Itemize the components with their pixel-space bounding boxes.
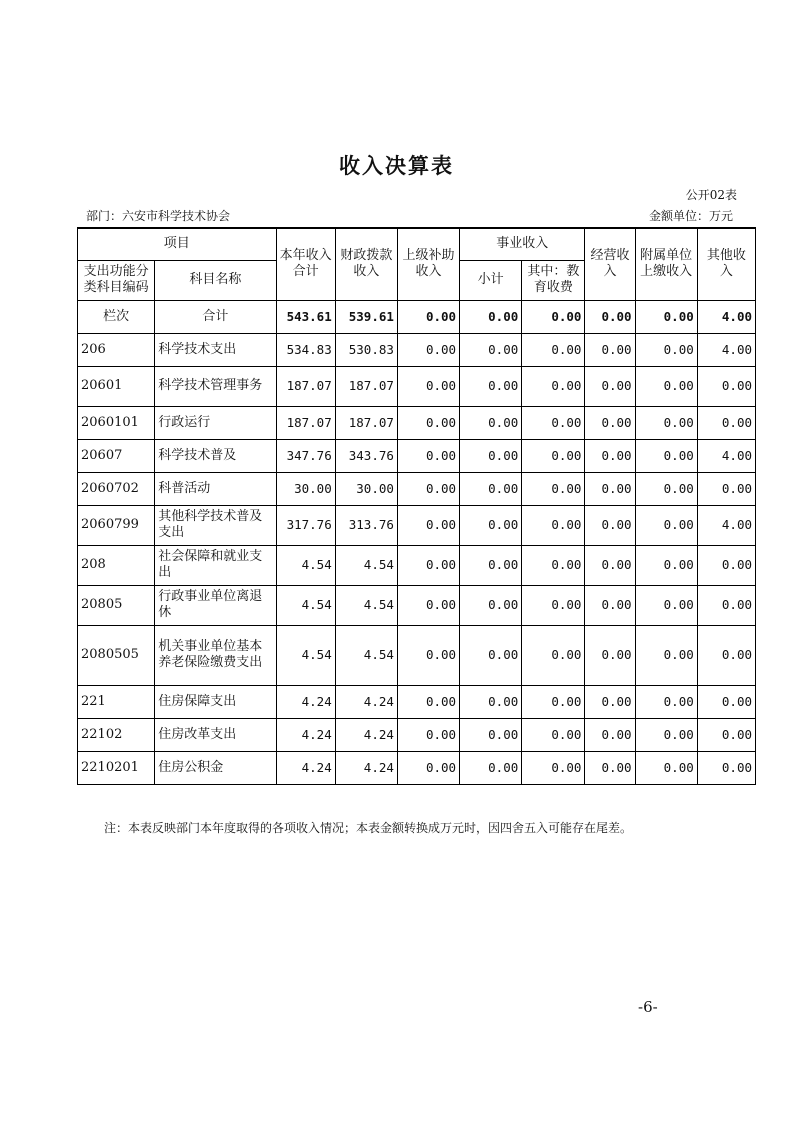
- table-row: [78, 406, 756, 439]
- table-cell-value: 0.00: [460, 585, 522, 625]
- table-cell-value: 0.00: [397, 505, 459, 545]
- table-cell-value: 0.00: [635, 472, 697, 505]
- header-business-income: 事业收入: [460, 228, 585, 260]
- table-cell-name: 行政运行: [155, 406, 276, 439]
- table-cell-value: 0.00: [522, 333, 585, 366]
- table-cell-code: 208: [78, 545, 155, 585]
- department-label: 部门：六安市科学技术协会: [86, 209, 231, 223]
- table-cell-value: 0.00: [585, 439, 635, 472]
- table-cell-value: 543.61: [276, 300, 335, 333]
- table-row: [78, 718, 756, 751]
- table-cell-value: 0.00: [635, 625, 697, 685]
- table-row-total: [78, 300, 756, 333]
- table-cell-value: 530.83: [335, 333, 397, 366]
- table-cell-value: 187.07: [276, 406, 335, 439]
- table-row: [78, 333, 756, 366]
- table-row: [78, 505, 756, 545]
- page-number: -6-: [638, 998, 658, 1016]
- table-cell-name: 住房改革支出: [155, 718, 276, 751]
- table-cell-code: 221: [78, 685, 155, 718]
- table-cell-name: 科学技术支出: [155, 333, 276, 366]
- table-cell-value: 0.00: [522, 505, 585, 545]
- table-cell-value: 0.00: [585, 545, 635, 585]
- table-cell-value: 0.00: [585, 685, 635, 718]
- table-cell-code: 2210201: [78, 751, 155, 784]
- table-cell-value: 4.00: [697, 333, 755, 366]
- table-cell-value: 0.00: [585, 585, 635, 625]
- table-cell-value: 0.00: [397, 625, 459, 685]
- table-cell-value: 0.00: [460, 545, 522, 585]
- header-subject-name: 科目名称: [155, 260, 276, 300]
- table-cell-value: 4.24: [276, 685, 335, 718]
- table-cell-value: 187.07: [276, 366, 335, 406]
- table-row: [78, 439, 756, 472]
- table-cell-value: 0.00: [635, 685, 697, 718]
- table-row: [78, 472, 756, 505]
- table-cell-value: 0.00: [460, 300, 522, 333]
- table-cell-value: 317.76: [276, 505, 335, 545]
- table-cell-code: 20607: [78, 439, 155, 472]
- table-cell-value: 0.00: [460, 366, 522, 406]
- table-cell-value: 0.00: [635, 505, 697, 545]
- table-cell-value: 0.00: [697, 406, 755, 439]
- table-cell-value: 30.00: [276, 472, 335, 505]
- table-cell-value: 539.61: [335, 300, 397, 333]
- table-cell-value: 0.00: [697, 718, 755, 751]
- table-cell-value: 0.00: [585, 751, 635, 784]
- table-cell-value: 4.54: [335, 545, 397, 585]
- table-cell-value: 0.00: [635, 300, 697, 333]
- income-table: [77, 227, 756, 785]
- header-subtotal: 小计: [460, 260, 522, 300]
- table-cell-value: 0.00: [522, 472, 585, 505]
- table-cell-code: 20601: [78, 366, 155, 406]
- table-row: [78, 751, 756, 784]
- table-row: [78, 585, 756, 625]
- table-cell-code: 2060799: [78, 505, 155, 545]
- table-cell-value: 4.00: [697, 505, 755, 545]
- table-cell-value: 0.00: [522, 300, 585, 333]
- table-cell-value: 0.00: [697, 545, 755, 585]
- table-cell-value: 0.00: [585, 300, 635, 333]
- table-cell-value: 4.54: [335, 585, 397, 625]
- table-cell-value: 347.76: [276, 439, 335, 472]
- table-cell-value: 4.00: [697, 300, 755, 333]
- table-cell-value: 0.00: [585, 472, 635, 505]
- table-cell-value: 4.54: [335, 625, 397, 685]
- table-cell-value: 0.00: [522, 406, 585, 439]
- table-cell-value: 0.00: [635, 718, 697, 751]
- table-cell-value: 0.00: [397, 300, 459, 333]
- table-cell-code: 2060101: [78, 406, 155, 439]
- table-cell-code: 206: [78, 333, 155, 366]
- table-cell-name: 科普活动: [155, 472, 276, 505]
- table-cell-value: 0.00: [460, 333, 522, 366]
- header-total-income: 本年收入合计: [276, 228, 335, 300]
- table-row: [78, 366, 756, 406]
- table-cell-name: 机关事业单位基本养老保险缴费支出: [155, 625, 276, 685]
- table-cell-value: 0.00: [585, 366, 635, 406]
- table-cell-value: 0.00: [397, 333, 459, 366]
- table-cell-code: 20805: [78, 585, 155, 625]
- table-cell-value: 0.00: [397, 585, 459, 625]
- table-cell-name: 行政事业单位离退休: [155, 585, 276, 625]
- table-cell-value: 0.00: [397, 439, 459, 472]
- table-cell-value: 4.24: [335, 718, 397, 751]
- table-cell-value: 0.00: [522, 439, 585, 472]
- table-cell-value: 0.00: [522, 585, 585, 625]
- header-other: 其他收入: [697, 228, 755, 300]
- header-project: 项目: [78, 228, 277, 260]
- table-cell-value: 534.83: [276, 333, 335, 366]
- header-superior-subsidy: 上级补助收入: [397, 228, 459, 300]
- table-cell-value: 0.00: [697, 751, 755, 784]
- page-title: 收入决算表: [339, 153, 454, 178]
- table-cell-value: 0.00: [522, 625, 585, 685]
- table-cell-value: 4.24: [335, 751, 397, 784]
- table-cell-value: 0.00: [697, 685, 755, 718]
- table-cell-value: 0.00: [397, 751, 459, 784]
- table-cell-value: 0.00: [522, 718, 585, 751]
- table-row: [78, 545, 756, 585]
- table-cell-value: 0.00: [697, 472, 755, 505]
- table-cell-name: 合计: [155, 300, 276, 333]
- table-cell-value: 0.00: [397, 472, 459, 505]
- table-cell-value: 0.00: [460, 472, 522, 505]
- table-footnote: 注：本表反映部门本年度取得的各项收入情况；本表金额转换成万元时，因四舍五入可能存在尾差。: [104, 821, 633, 835]
- table-cell-name: 社会保障和就业支出: [155, 545, 276, 585]
- table-cell-value: 0.00: [522, 685, 585, 718]
- table-cell-value: 0.00: [585, 333, 635, 366]
- table-cell-value: 0.00: [585, 505, 635, 545]
- amount-unit-label: 金额单位：万元: [648, 209, 733, 223]
- table-cell-value: 0.00: [460, 406, 522, 439]
- table-cell-value: 4.54: [276, 545, 335, 585]
- table-cell-value: 0.00: [585, 406, 635, 439]
- table-cell-value: 0.00: [635, 751, 697, 784]
- table-cell-value: 30.00: [335, 472, 397, 505]
- table-cell-value: 343.76: [335, 439, 397, 472]
- table-row: [78, 625, 756, 685]
- table-cell-name: 其他科学技术普及支出: [155, 505, 276, 545]
- table-cell-value: 0.00: [397, 718, 459, 751]
- table-cell-value: 0.00: [460, 751, 522, 784]
- table-cell-value: 0.00: [460, 439, 522, 472]
- table-cell-value: 0.00: [585, 718, 635, 751]
- table-cell-code: 2080505: [78, 625, 155, 685]
- table-cell-value: 4.24: [335, 685, 397, 718]
- table-cell-value: 0.00: [397, 545, 459, 585]
- table-cell-value: 0.00: [460, 505, 522, 545]
- table-cell-name: 住房保障支出: [155, 685, 276, 718]
- table-cell-value: 0.00: [460, 625, 522, 685]
- table-cell-value: 0.00: [635, 406, 697, 439]
- table-cell-value: 0.00: [635, 333, 697, 366]
- table-cell-value: 0.00: [697, 585, 755, 625]
- table-cell-name: 科学技术管理事务: [155, 366, 276, 406]
- table-cell-value: 0.00: [522, 545, 585, 585]
- header-operating: 经营收入: [585, 228, 635, 300]
- table-cell-value: 0.00: [460, 685, 522, 718]
- header-func-code: 支出功能分类科目编码: [78, 260, 155, 300]
- form-number: 公开02表: [685, 188, 737, 202]
- table-cell-value: 0.00: [697, 366, 755, 406]
- table-cell-value: 0.00: [635, 545, 697, 585]
- table-cell-value: 0.00: [460, 718, 522, 751]
- table-cell-value: 0.00: [522, 366, 585, 406]
- table-cell-value: 187.07: [335, 366, 397, 406]
- table-cell-value: 187.07: [335, 406, 397, 439]
- table-cell-value: 4.54: [276, 625, 335, 685]
- table-cell-value: 313.76: [335, 505, 397, 545]
- table-cell-value: 4.24: [276, 718, 335, 751]
- table-cell-value: 4.00: [697, 439, 755, 472]
- table-cell-name: 科学技术普及: [155, 439, 276, 472]
- table-cell-value: 0.00: [635, 366, 697, 406]
- table-cell-value: 0.00: [397, 366, 459, 406]
- table-cell-value: 0.00: [585, 625, 635, 685]
- table-cell-value: 0.00: [397, 685, 459, 718]
- table-cell-value: 0.00: [635, 585, 697, 625]
- table-cell-value: 4.54: [276, 585, 335, 625]
- table-cell-code: 栏次: [78, 300, 155, 333]
- header-affiliated: 附属单位上缴收入: [635, 228, 697, 300]
- table-cell-name: 住房公积金: [155, 751, 276, 784]
- table-cell-code: 2060702: [78, 472, 155, 505]
- header-edu-fee: 其中：教育收费: [522, 260, 585, 300]
- table-cell-value: 0.00: [697, 625, 755, 685]
- table-cell-value: 0.00: [522, 751, 585, 784]
- table-cell-value: 0.00: [397, 406, 459, 439]
- table-cell-code: 22102: [78, 718, 155, 751]
- header-fiscal: 财政拨款收入: [335, 228, 397, 300]
- table-row: [78, 685, 756, 718]
- table-cell-value: 4.24: [276, 751, 335, 784]
- table-cell-value: 0.00: [635, 439, 697, 472]
